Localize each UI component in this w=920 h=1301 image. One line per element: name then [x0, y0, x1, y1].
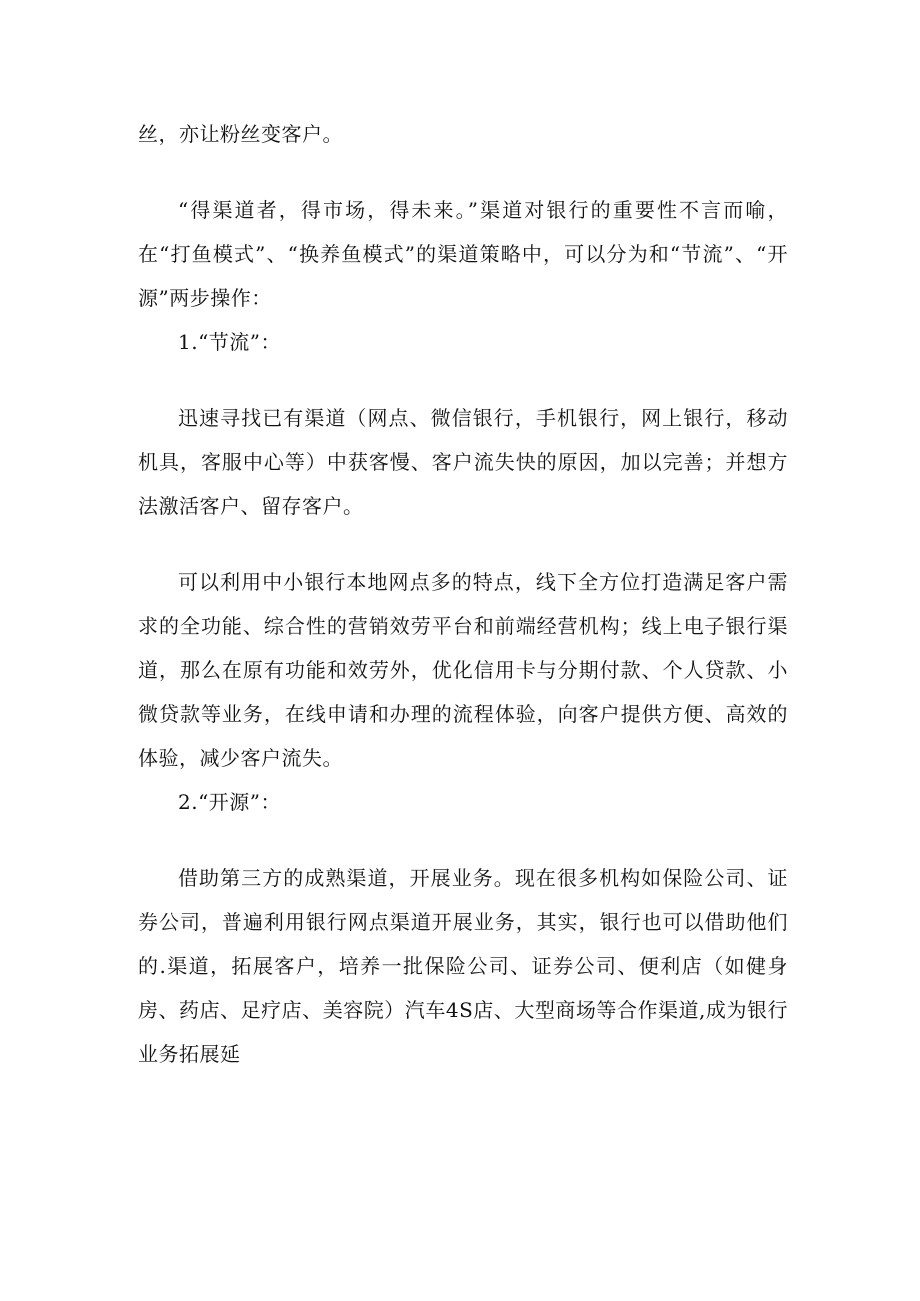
- section-heading-2: 2.“开源”：: [178, 790, 282, 814]
- paragraph-retention-2: 可以利用中小银行本地网点多的特点，线下全方位打造满足客户需求的全功能、综合性的营销效劳平台和前端经营机构；线上电子银行渠道，那么在原有功能和效劳外，优化信用卡与分期付款、个人贷款、小微贷款等业务，在线申请和办理的流程体验，向客户提供方便、高效的体验，减少客户流失。: [138, 570, 788, 770]
- paragraph-continuation: 丝，亦让粉丝变客户。: [138, 122, 343, 146]
- paragraph-retention-1: 迅速寻找已有渠道（网点、微信银行，手机银行，网上银行，移动机具，客服中心等）中获客慢、客户流失快的原因，加以完善；并想方法激活客户、留存客户。: [138, 406, 788, 518]
- paragraph-channel-importance: “得渠道者，得市场，得未来。”渠道对银行的重要性不言而喻，在“打鱼模式”、“换养鱼模式”的渠道策略中，可以分为和“节流”、“开源”两步操作：: [138, 198, 788, 310]
- section-heading-1: 1.“节流”：: [178, 330, 282, 354]
- paragraph-third-party-channels: 借助第三方的成熟渠道，开展业务。现在很多机构如保险公司、证券公司，普遍利用银行网点渠道开展业务，其实，银行也可以借助他们的.渠道，拓展客户，培养一批保险公司、证券公司、便利店（如健身房、药店、足疗店、美容院）汽车4S店、大型商场等合作渠道,成为银行业务拓展延: [138, 866, 788, 1066]
- document-body: [138, 112, 788, 1076]
